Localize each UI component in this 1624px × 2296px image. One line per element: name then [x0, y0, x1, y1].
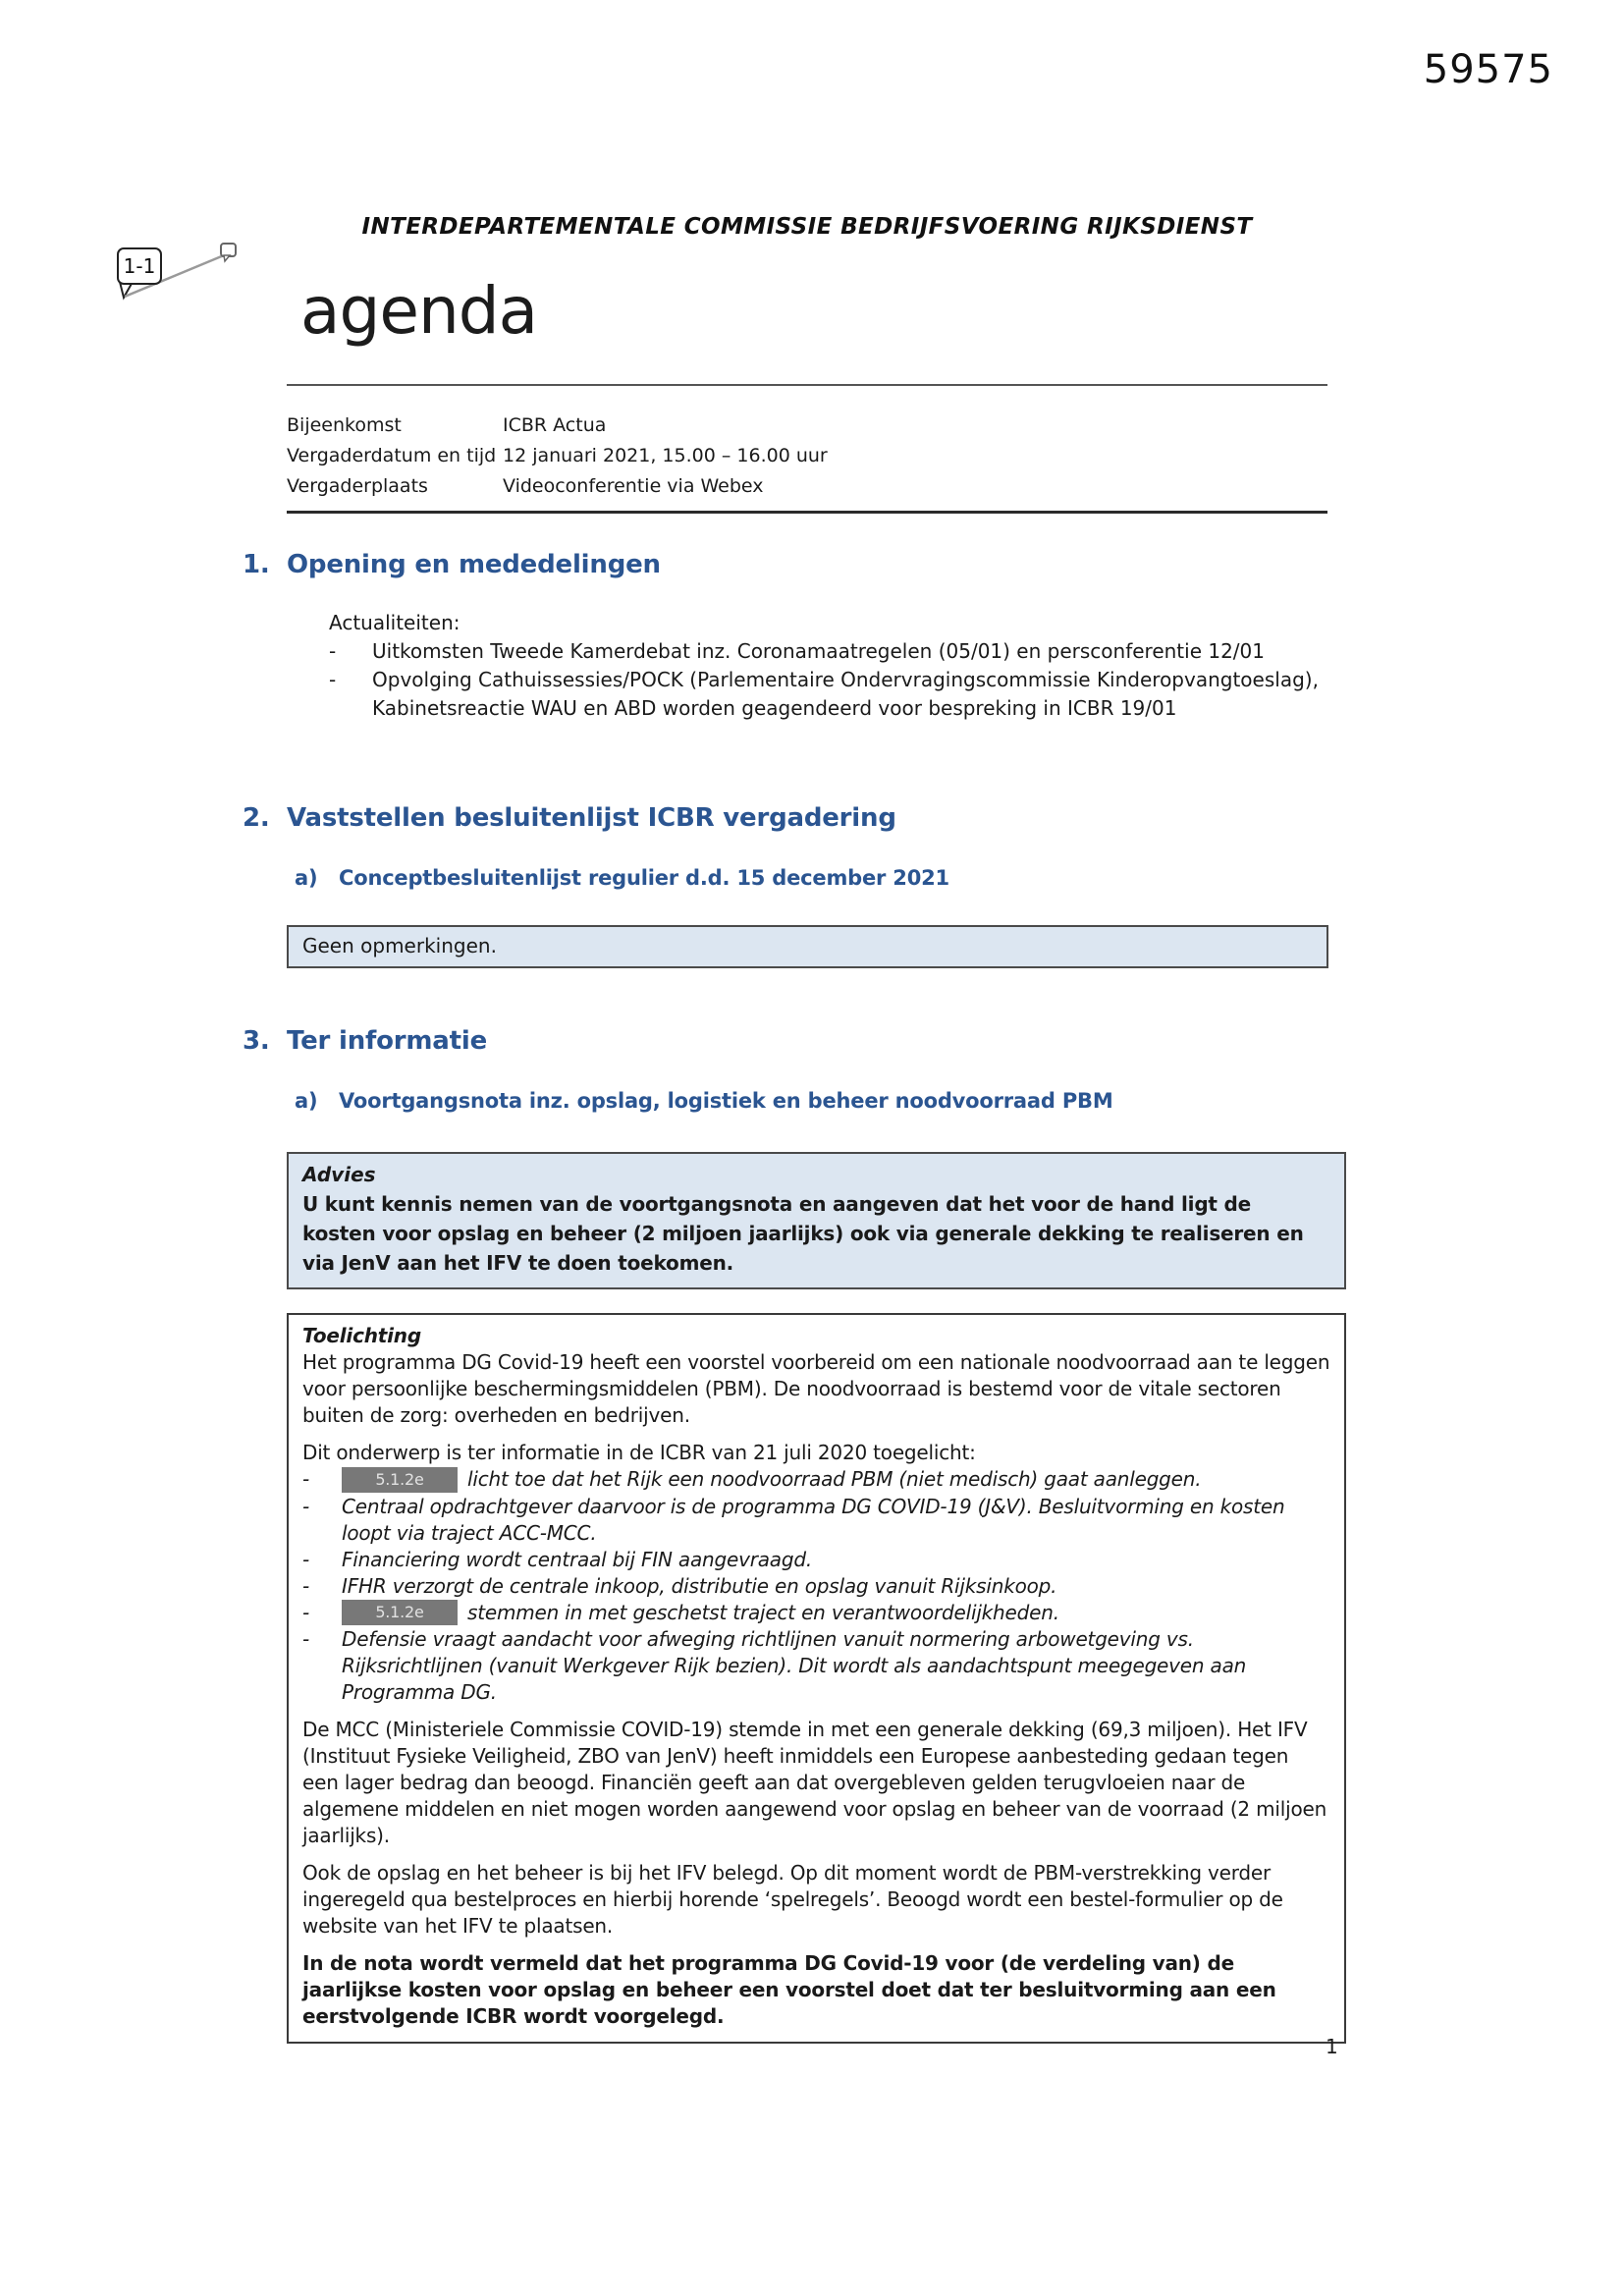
bullet-text-content: stemmen in met geschetst traject en verantwoordelijkheden.	[467, 1600, 1059, 1624]
redaction-box: 5.1.2e	[342, 1600, 458, 1625]
horizontal-rule-bottom	[287, 511, 1327, 514]
bullet-marker: -	[302, 1547, 310, 1571]
section-title: Opening en mededelingen	[287, 550, 661, 579]
remark-text: Geen opmerkingen.	[302, 934, 497, 957]
bullet-marker: -	[302, 1600, 310, 1624]
annotation-callout-label: 1-1	[117, 247, 162, 285]
advies-body: U kunt kennis nemen van de voortgangsnota en aangeven dat het voor de hand ligt de kosten voor opslag en beheer (2 miljoen jaarlijks) ook via generale dekking te realiseren en via JenV aan het IFV te doen toekomen.	[302, 1192, 1304, 1275]
bullet-marker: -	[302, 1627, 310, 1651]
redaction-box: 5.1.2e	[342, 1467, 458, 1493]
section-ter-informatie	[243, 1026, 1381, 2044]
bullet-item	[302, 1600, 1330, 1627]
info-value: Videoconferentie via Webex	[503, 475, 764, 497]
section-title: Ter informatie	[287, 1026, 488, 1056]
info-label: Vergaderdatum en tijd	[287, 445, 497, 466]
section-body	[329, 609, 1381, 723]
bullet-item	[302, 1547, 1330, 1573]
horizontal-rule-top	[287, 384, 1327, 386]
document-title: agenda	[300, 273, 538, 349]
bullet-item	[302, 1626, 1330, 1706]
document-id-number: 59575	[1423, 47, 1553, 92]
section-number: 1.	[243, 550, 270, 579]
info-label: Vergaderplaats	[287, 475, 428, 497]
paragraph: Het programma DG Covid-19 heeft een voorstel voorbereid om een nationale noodvoorraad aan te leggen voor persoonlijke beschermingsmiddelen (PBM). De noodvoorraad is bestemd voor de vitale sectoren buiten de zorg: overheden en bedrijven.	[302, 1350, 1330, 1427]
bullet-marker: -	[302, 1467, 310, 1491]
meeting-info-row	[287, 410, 828, 441]
paragraph-bold: In de nota wordt vermeld dat het programma DG Covid-19 voor (de verdeling van) de jaarlijkse kosten voor opslag en beheer een voorstel doet dat ter besluitvorming aan een eerstvolgende ICBR wordt voorgelegd.	[302, 1951, 1276, 2028]
info-label: Bijeenkomst	[287, 414, 402, 436]
toelichting-box	[287, 1313, 1346, 2044]
paragraph: De MCC (Ministeriele Commissie COVID-19) stemde in met een generale dekking (69,3 miljoen). Het IFV (Instituut Fysieke Veiligheid, ZBO van JenV) heeft inmiddels een Europese aanbesteding gedaan tegen een lager bedrag dan beoogd. Financiën geeft aan dat overgebleven gelden terugvloeien naar de algemene middelen en niet mogen worden aangewend voor opslag en beheer van de voorraad (2 miljoen jaarlijks).	[302, 1718, 1327, 1847]
subitem-letter: a)	[295, 866, 318, 890]
bullet-item	[329, 637, 1335, 666]
bullet-marker: -	[329, 668, 337, 691]
bullet-text	[342, 1600, 1330, 1627]
meeting-info-block	[287, 410, 828, 502]
info-value: ICBR Actua	[503, 414, 607, 436]
bullet-text: Uitkomsten Tweede Kamerdebat inz. Coronamaatregelen (05/01) en persconferentie 12/01	[372, 639, 1265, 663]
advies-box	[287, 1152, 1346, 1289]
bullet-marker: -	[302, 1573, 310, 1598]
advies-heading: Advies	[302, 1163, 376, 1186]
bullet-marker: -	[329, 639, 337, 663]
bullet-item	[329, 666, 1335, 723]
bullet-text: Centraal opdrachtgever daarvoor is de programma DG COVID-19 (J&V). Besluitvorming en kosten loopt via traject ACC-MCC.	[342, 1494, 1285, 1545]
bullet-list	[329, 637, 1381, 723]
section-title: Vaststellen besluitenlijst ICBR vergadering	[287, 803, 896, 833]
section-opening-en-mededelingen	[243, 550, 1381, 723]
agenda-subitem-a	[295, 1089, 1381, 1113]
paragraph: Dit onderwerp is ter informatie in de ICBR van 21 juli 2020 toegelicht:	[302, 1441, 976, 1464]
agenda-subitem-a	[295, 866, 1381, 890]
subitem-title: Voortgangsnota inz. opslag, logistiek en beheer noodvoorraad PBM	[339, 1089, 1113, 1113]
bullet-text: Financiering wordt centraal bij FIN aangevraagd.	[342, 1547, 813, 1571]
section-vaststellen-besluitenlijst	[243, 803, 1381, 968]
page-header-title: INTERDEPARTEMENTALE COMMISSIE BEDRIJFSVOERING RIJKSDIENST	[361, 214, 1253, 240]
page-number: 1	[1326, 2035, 1338, 2058]
section-heading	[243, 550, 1381, 579]
bullet-text: Defensie vraagt aandacht voor afweging richtlijnen vanuit normering arbowetgeving vs. Rijksrichtlijnen (vanuit Werkgever Rijk bezien). Dit wordt als aandachtspunt meegegeven aan Programma DG.	[342, 1627, 1247, 1704]
subitem-letter: a)	[295, 1089, 318, 1113]
toelichting-heading: Toelichting	[302, 1324, 421, 1347]
meeting-info-row	[287, 471, 828, 502]
meeting-info-row	[287, 441, 828, 471]
bullet-text	[342, 1466, 1330, 1494]
bullet-text-content: licht toe dat het Rijk een noodvoorraad PBM (niet medisch) gaat aanleggen.	[467, 1467, 1202, 1491]
bullet-item	[302, 1466, 1330, 1494]
bullet-item	[302, 1573, 1330, 1600]
section-number: 3.	[243, 1026, 270, 1056]
info-value: 12 januari 2021, 15.00 – 16.00 uur	[503, 445, 828, 466]
remark-box	[287, 925, 1328, 968]
section-number: 2.	[243, 803, 270, 833]
bullet-list	[302, 1466, 1330, 1706]
bullet-item	[302, 1494, 1330, 1547]
comment-icon	[221, 244, 236, 261]
paragraph: Ook de opslag en het beheer is bij het IFV belegd. Op dit moment wordt de PBM-verstrekking verder ingeregeld qua bestelproces en hierbij horende ‘spelregels’. Beoogd wordt een bestel-formulier op de website van het IFV te plaatsen.	[302, 1861, 1283, 1938]
bullet-text: Opvolging Cathuissessies/POCK (Parlementaire Ondervragingscommissie Kinderopvangtoeslag), Kabinetsreactie WAU en ABD worden geagendeerd voor bespreking in ICBR 19/01	[372, 668, 1319, 720]
bullet-text: IFHR verzorgt de centrale inkoop, distributie en opslag vanuit Rijksinkoop.	[342, 1573, 1057, 1598]
section-heading	[243, 803, 1381, 833]
subitem-title: Conceptbesluitenlijst regulier d.d. 15 december 2021	[339, 866, 949, 890]
intro-line: Actualiteiten:	[329, 611, 460, 634]
bullet-marker: -	[302, 1494, 310, 1518]
section-heading	[243, 1026, 1381, 1056]
